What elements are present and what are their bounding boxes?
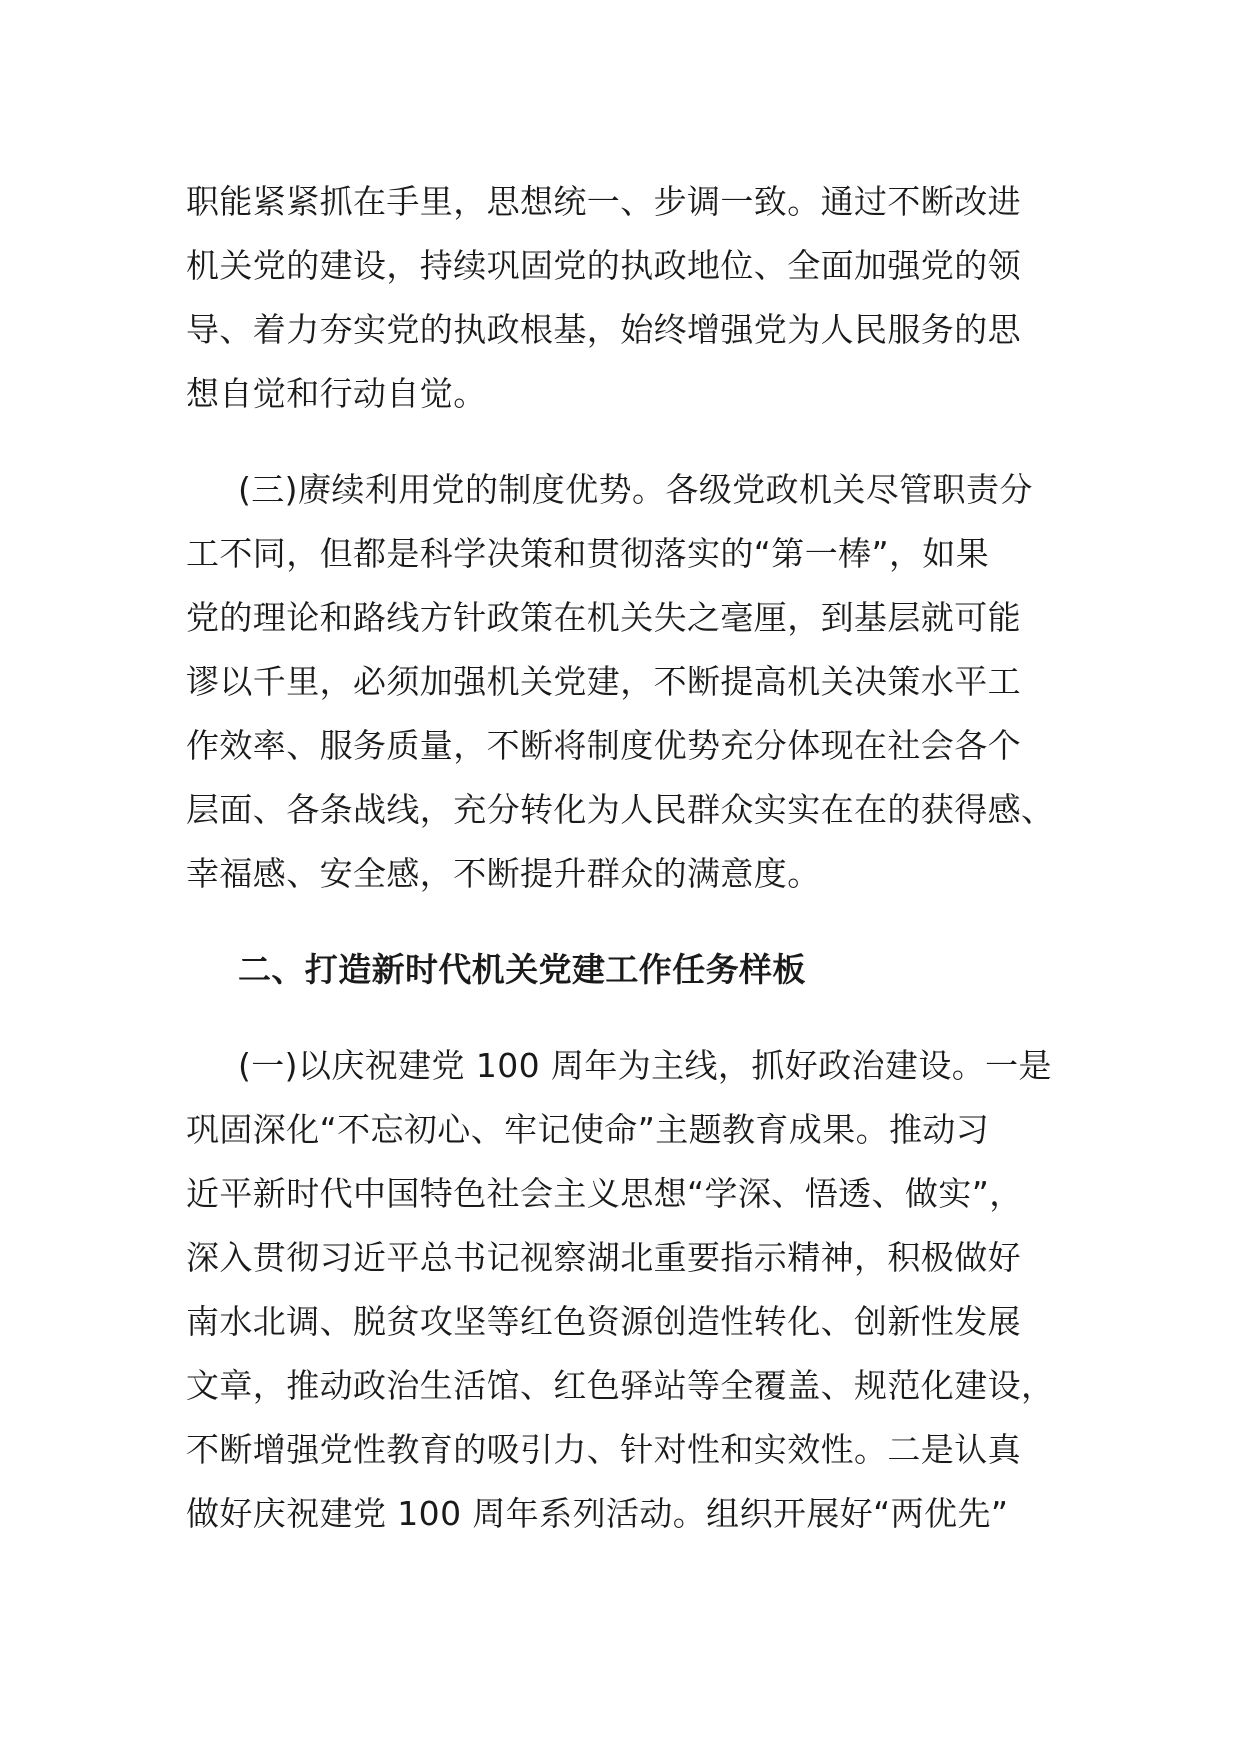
text-line: 党的理论和路线方针政策在机关失之毫厘，到基层就可能 xyxy=(186,598,1021,637)
text-line: 做好庆祝建党 100 周年系列活动。组织开展好“两优先” xyxy=(186,1494,1009,1533)
text-line: 近平新时代中国特色社会主义思想“学深、悟透、做实”， xyxy=(186,1174,1023,1213)
paragraph xyxy=(186,458,1055,906)
paragraph xyxy=(186,1034,1055,1546)
paragraph xyxy=(186,170,1046,426)
text-line: 不断增强党性教育的吸引力、针对性和实效性。二是认真 xyxy=(186,1430,1021,1469)
text-line: 深入贯彻习近平总书记视察湖北重要指示精神，积极做好 xyxy=(186,1238,1021,1277)
text-line: 巩固深化“不忘初心、牢记使命”主题教育成果。推动习 xyxy=(186,1110,990,1149)
text-line: 作效率、服务质量，不断将制度优势充分体现在社会各个 xyxy=(186,726,1021,765)
section-heading xyxy=(186,938,1046,1002)
text-line: (三)赓续利用党的制度优势。各级党政机关尽管职责分 xyxy=(238,470,1033,509)
text-line: 文章，推动政治生活馆、红色驿站等全覆盖、规范化建设， xyxy=(186,1366,1055,1405)
text-line: 层面、各条战线，充分转化为人民群众实实在在的获得感、 xyxy=(186,790,1055,829)
text-line: 导、着力夯实党的执政根基，始终增强党为人民服务的思 xyxy=(186,310,1021,349)
text-line: 职能紧紧抓在手里，思想统一、步调一致。通过不断改进 xyxy=(186,182,1021,221)
text-line: 想自觉和行动自觉。 xyxy=(186,374,487,413)
heading-text: 二、打造新时代机关党建工作任务样板 xyxy=(238,950,806,989)
paragraph-spacer xyxy=(186,906,1046,938)
document-body xyxy=(186,170,1055,1546)
text-line: (一)以庆祝建党 100 周年为主线，抓好政治建设。一是 xyxy=(238,1046,1052,1085)
text-line: 幸福感、安全感，不断提升群众的满意度。 xyxy=(186,854,821,893)
text-line: 工不同，但都是科学决策和贯彻落实的“第一棒”，如果 xyxy=(186,534,990,573)
text-line: 南水北调、脱贫攻坚等红色资源创造性转化、创新性发展 xyxy=(186,1302,1021,1341)
paragraph-spacer xyxy=(186,1002,1046,1034)
text-line: 机关党的建设，持续巩固党的执政地位、全面加强党的领 xyxy=(186,246,1021,285)
text-line: 谬以千里，必须加强机关党建，不断提高机关决策水平工 xyxy=(186,662,1021,701)
paragraph-spacer xyxy=(186,426,1046,458)
